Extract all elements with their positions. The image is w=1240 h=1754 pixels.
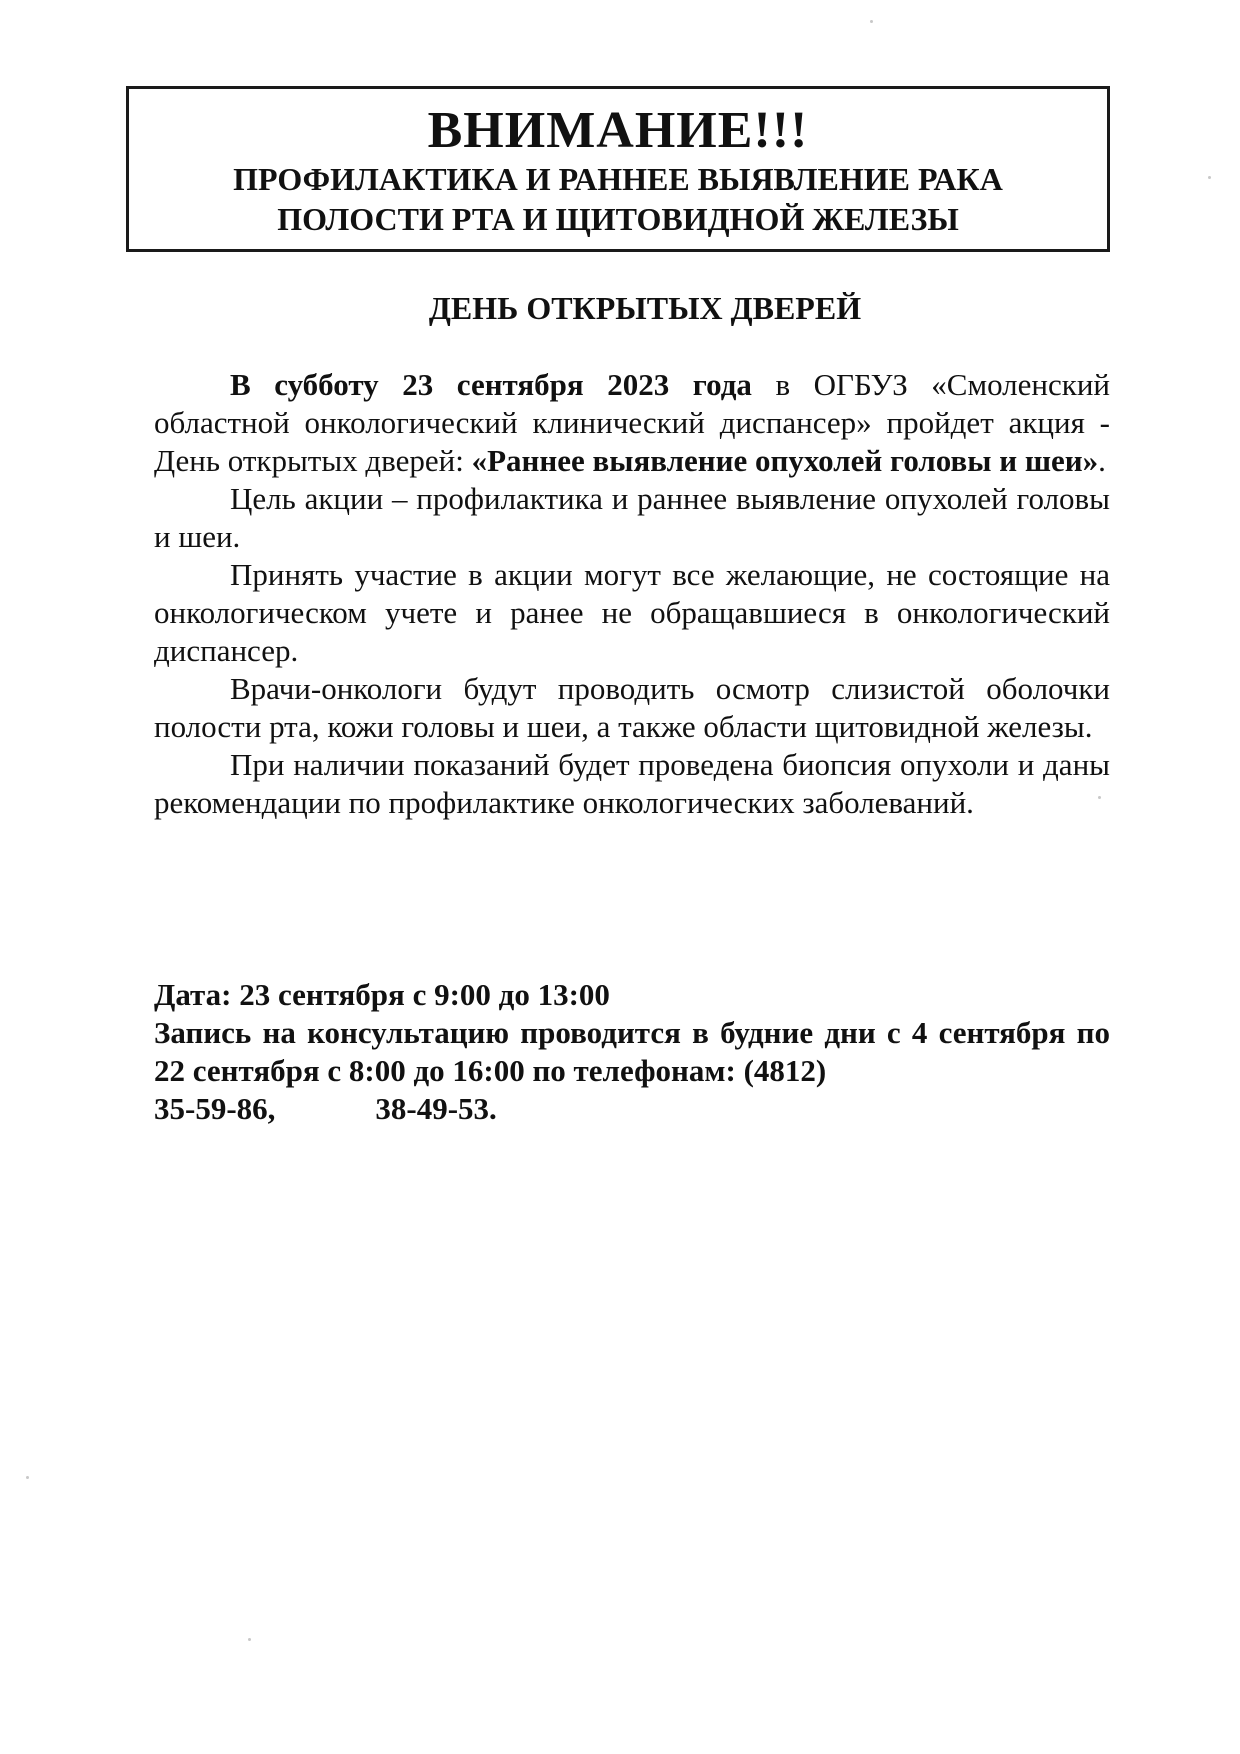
paragraph-1-text-b: . — [1098, 443, 1106, 478]
header-subtitle-line2: ПОЛОСТИ РТА И ЩИТОВИДНОЙ ЖЕЛЕЗЫ — [277, 201, 959, 237]
scan-speck — [870, 20, 873, 23]
paragraph-1-bold-title: «Раннее выявление опухолей головы и шеи» — [471, 443, 1099, 478]
phone-number-2: 38-49-53. — [375, 1091, 497, 1126]
event-date-line: Дата: 23 сентября с 9:00 до 13:00 — [154, 977, 610, 1012]
header-box — [126, 86, 1110, 252]
scan-speck — [26, 1476, 29, 1479]
paragraph-1-text-a: в ОГБУЗ «Смоленский областной онкологический клинический диспансер» пройдет акция - День открытых дверей: — [154, 367, 1111, 478]
scan-speck — [1208, 176, 1211, 179]
paragraph-1 — [154, 366, 1110, 480]
phone-numbers-line — [154, 1090, 1110, 1128]
paragraph-2: Цель акции – профилактика и раннее выявление опухолей головы и шеи. — [154, 481, 1110, 554]
body-text — [154, 366, 1110, 822]
contacts-block — [154, 976, 1110, 1128]
paragraph-3: Принять участие в акции могут все желающие, не состоящие на онкологическом учете и ранее не обращавшиеся в онкологический диспансер. — [154, 557, 1110, 668]
paragraph-5: При наличии показаний будет проведена биопсия опухоли и даны рекомендации по профилактике онкологических заболеваний. — [154, 747, 1110, 820]
scan-speck — [1098, 796, 1101, 799]
header-subtitle-line1: ПРОФИЛАКТИКА И РАННЕЕ ВЫЯВЛЕНИЕ РАКА — [233, 161, 1003, 197]
section-title: ДЕНЬ ОТКРЫТЫХ ДВЕРЕЙ — [428, 290, 862, 326]
scan-speck — [248, 1638, 251, 1641]
phone-number-1: 35-59-86, — [154, 1091, 276, 1126]
paragraph-1-bold-date: В субботу 23 сентября 2023 года — [230, 367, 752, 402]
paragraph-4: Врачи-онкологи будут проводить осмотр слизистой оболочки полости рта, кожи головы и шеи, а также области щитовидной железы. — [154, 671, 1110, 744]
header-title: ВНИМАНИЕ!!! — [427, 102, 809, 159]
booking-line: Запись на консультацию проводится в будние дни с 4 сентября по 22 сентября с 8:00 до 16:00 по телефонам: (4812) — [154, 1015, 1110, 1088]
